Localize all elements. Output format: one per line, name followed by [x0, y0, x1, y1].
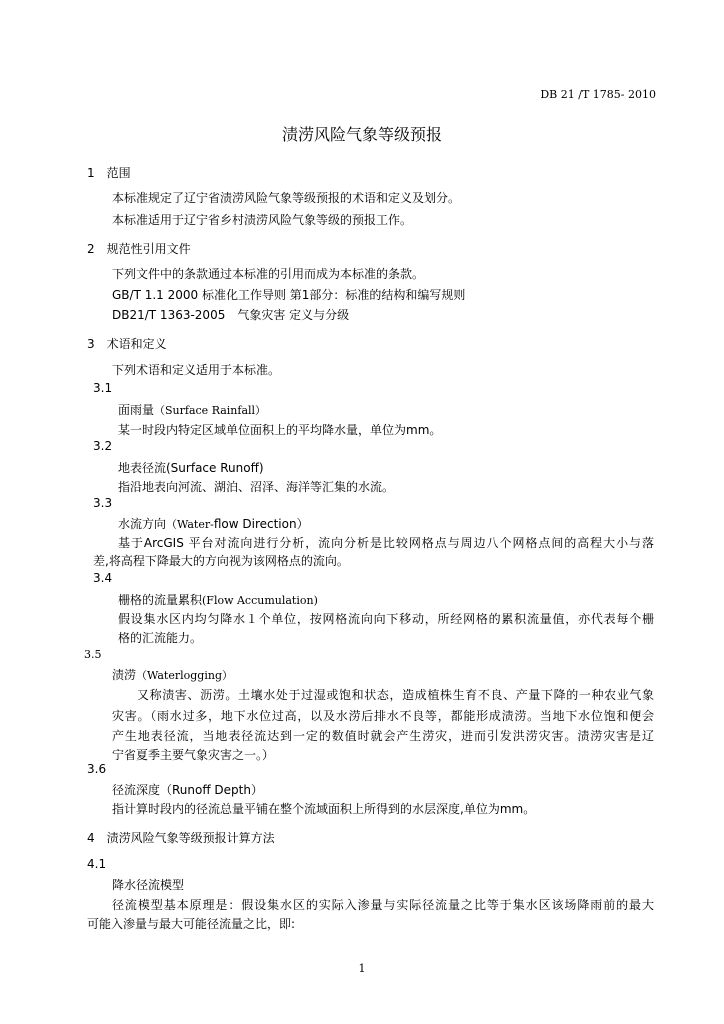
clause-3-5-definition-line-2: 灾害。（雨水过多，地下水位过高，以及水涝后排水不良等，都能形成渍涝。当地下水位饱和便会: [112, 709, 654, 723]
clause-3-1-number: 3.1: [93, 381, 113, 395]
clause-3-2-number: 3.2: [93, 439, 113, 453]
clause-3-3-term: [118, 515, 309, 532]
clause-3-3-number: 3.3: [93, 496, 113, 510]
clause-3-5-number: 3.5: [84, 648, 102, 661]
clause-3-3-definition-line-1: 基于ArcGIS 平台对流向进行分析，流向分析是比较网格点与周边八个网格点间的高程大小与落: [118, 536, 654, 550]
section-3-intro: 下列术语和定义适用于本标准。: [112, 363, 281, 377]
clause-3-4-definition-line-2: 格的汇流能力。: [118, 631, 203, 645]
clause-4-1-paragraph-line-2: 可能入渗量与最大可能径流量之比，即:: [87, 917, 296, 931]
clause-3-4-term-zh: 栅格的流量累积: [118, 593, 203, 607]
section-1-paragraph-1: 本标准规定了辽宁省渍涝风险气象等级预报的术语和定义及划分。: [112, 191, 461, 205]
clause-3-3-term-en-a: （Water-: [166, 518, 214, 531]
clause-3-3-term-zh: 水流方向: [118, 517, 167, 531]
section-2-heading: 2 规范性引用文件: [87, 242, 191, 256]
clause-3-6-definition: 指计算时段内的径流总量平铺在整个流域面积上所得到的水层深度,单位为mm。: [112, 802, 536, 816]
page-number: 1: [358, 962, 366, 975]
document-title: 渍涝风险气象等级预报: [281, 125, 442, 144]
clause-3-1-definition: 某一时段内特定区域单位面积上的平均降水量，单位为mm。: [118, 423, 442, 437]
clause-3-2-term: 地表径流(Surface Runoff): [118, 461, 264, 475]
clause-3-4-term-en: (Flow Accumulation): [202, 594, 318, 607]
section-1-heading: 1 范围: [87, 166, 131, 180]
clause-3-5-term-en: （Waterlogging）: [136, 669, 233, 682]
clause-3-2-definition: 指沿地表向河流、湖泊、沼泽、海洋等汇集的水流。: [118, 480, 395, 494]
reference-2: DB21/T 1363-2005 气象灾害 定义与分级: [112, 308, 350, 322]
clause-3-6-term: 径流深度（Runoff Depth）: [112, 783, 263, 797]
reference-1: GB/T 1.1 2000 标准化工作导则 第1部分：标准的结构和编写规则: [112, 288, 466, 302]
clause-3-1-term-en: （Surface Rainfall）: [154, 404, 267, 417]
clause-3-4-definition-line-1: 假设集水区内均匀降水１个单位，按网格流向向下移动，所经网格的累积流量值，亦代表每个栅: [118, 612, 654, 626]
clause-3-1-term-zh: 面雨量: [118, 403, 155, 417]
section-3-heading: 3 术语和定义: [87, 337, 167, 351]
clause-3-4-term: [118, 591, 318, 608]
clause-3-5-definition-line-1: 又称渍害、沥涝。土壤水处于过湿或饱和状态，造成植株生育不良、产量下降的一种农业气象: [137, 688, 654, 702]
clause-4-1-title: 降水径流模型: [112, 878, 185, 892]
clause-4-1-paragraph-line-1: 径流模型基本原理是：假设集水区的实际入渗量与实际径流量之比等于集水区该场降雨前的最大: [112, 898, 654, 912]
clause-4-1-number: 4.1: [87, 857, 107, 871]
clause-3-1-term: [118, 401, 266, 418]
clause-3-3-definition-line-2: 差,将高程下降最大的方向视为该网格点的流向。: [93, 554, 349, 568]
clause-3-4-number: 3.4: [93, 571, 113, 585]
standard-code: DB 21 /T 1785- 2010: [540, 88, 656, 101]
section-4-heading: 4 渍涝风险气象等级预报计算方法: [87, 831, 275, 845]
clause-3-5-term-zh: 渍涝: [112, 668, 137, 682]
clause-3-5-definition-line-3: 产生地表径流，当地表径流达到一定的数值时就会产生涝灾，进而引发洪涝灾害。渍涝灾害是辽: [112, 729, 654, 743]
clause-3-5-definition-line-4: 宁省夏季主要气象灾害之一。）: [112, 748, 275, 762]
section-1-paragraph-2: 本标准适用于辽宁省乡村渍涝风险气象等级的预报工作。: [112, 213, 413, 227]
clause-3-3-term-en-b: flow Direction）: [213, 517, 309, 531]
clause-3-6-number: 3.6: [87, 762, 107, 776]
clause-3-5-term: [112, 666, 233, 683]
section-2-paragraph-1: 下列文件中的条款通过本标准的引用而成为本标准的条款。: [112, 267, 425, 281]
